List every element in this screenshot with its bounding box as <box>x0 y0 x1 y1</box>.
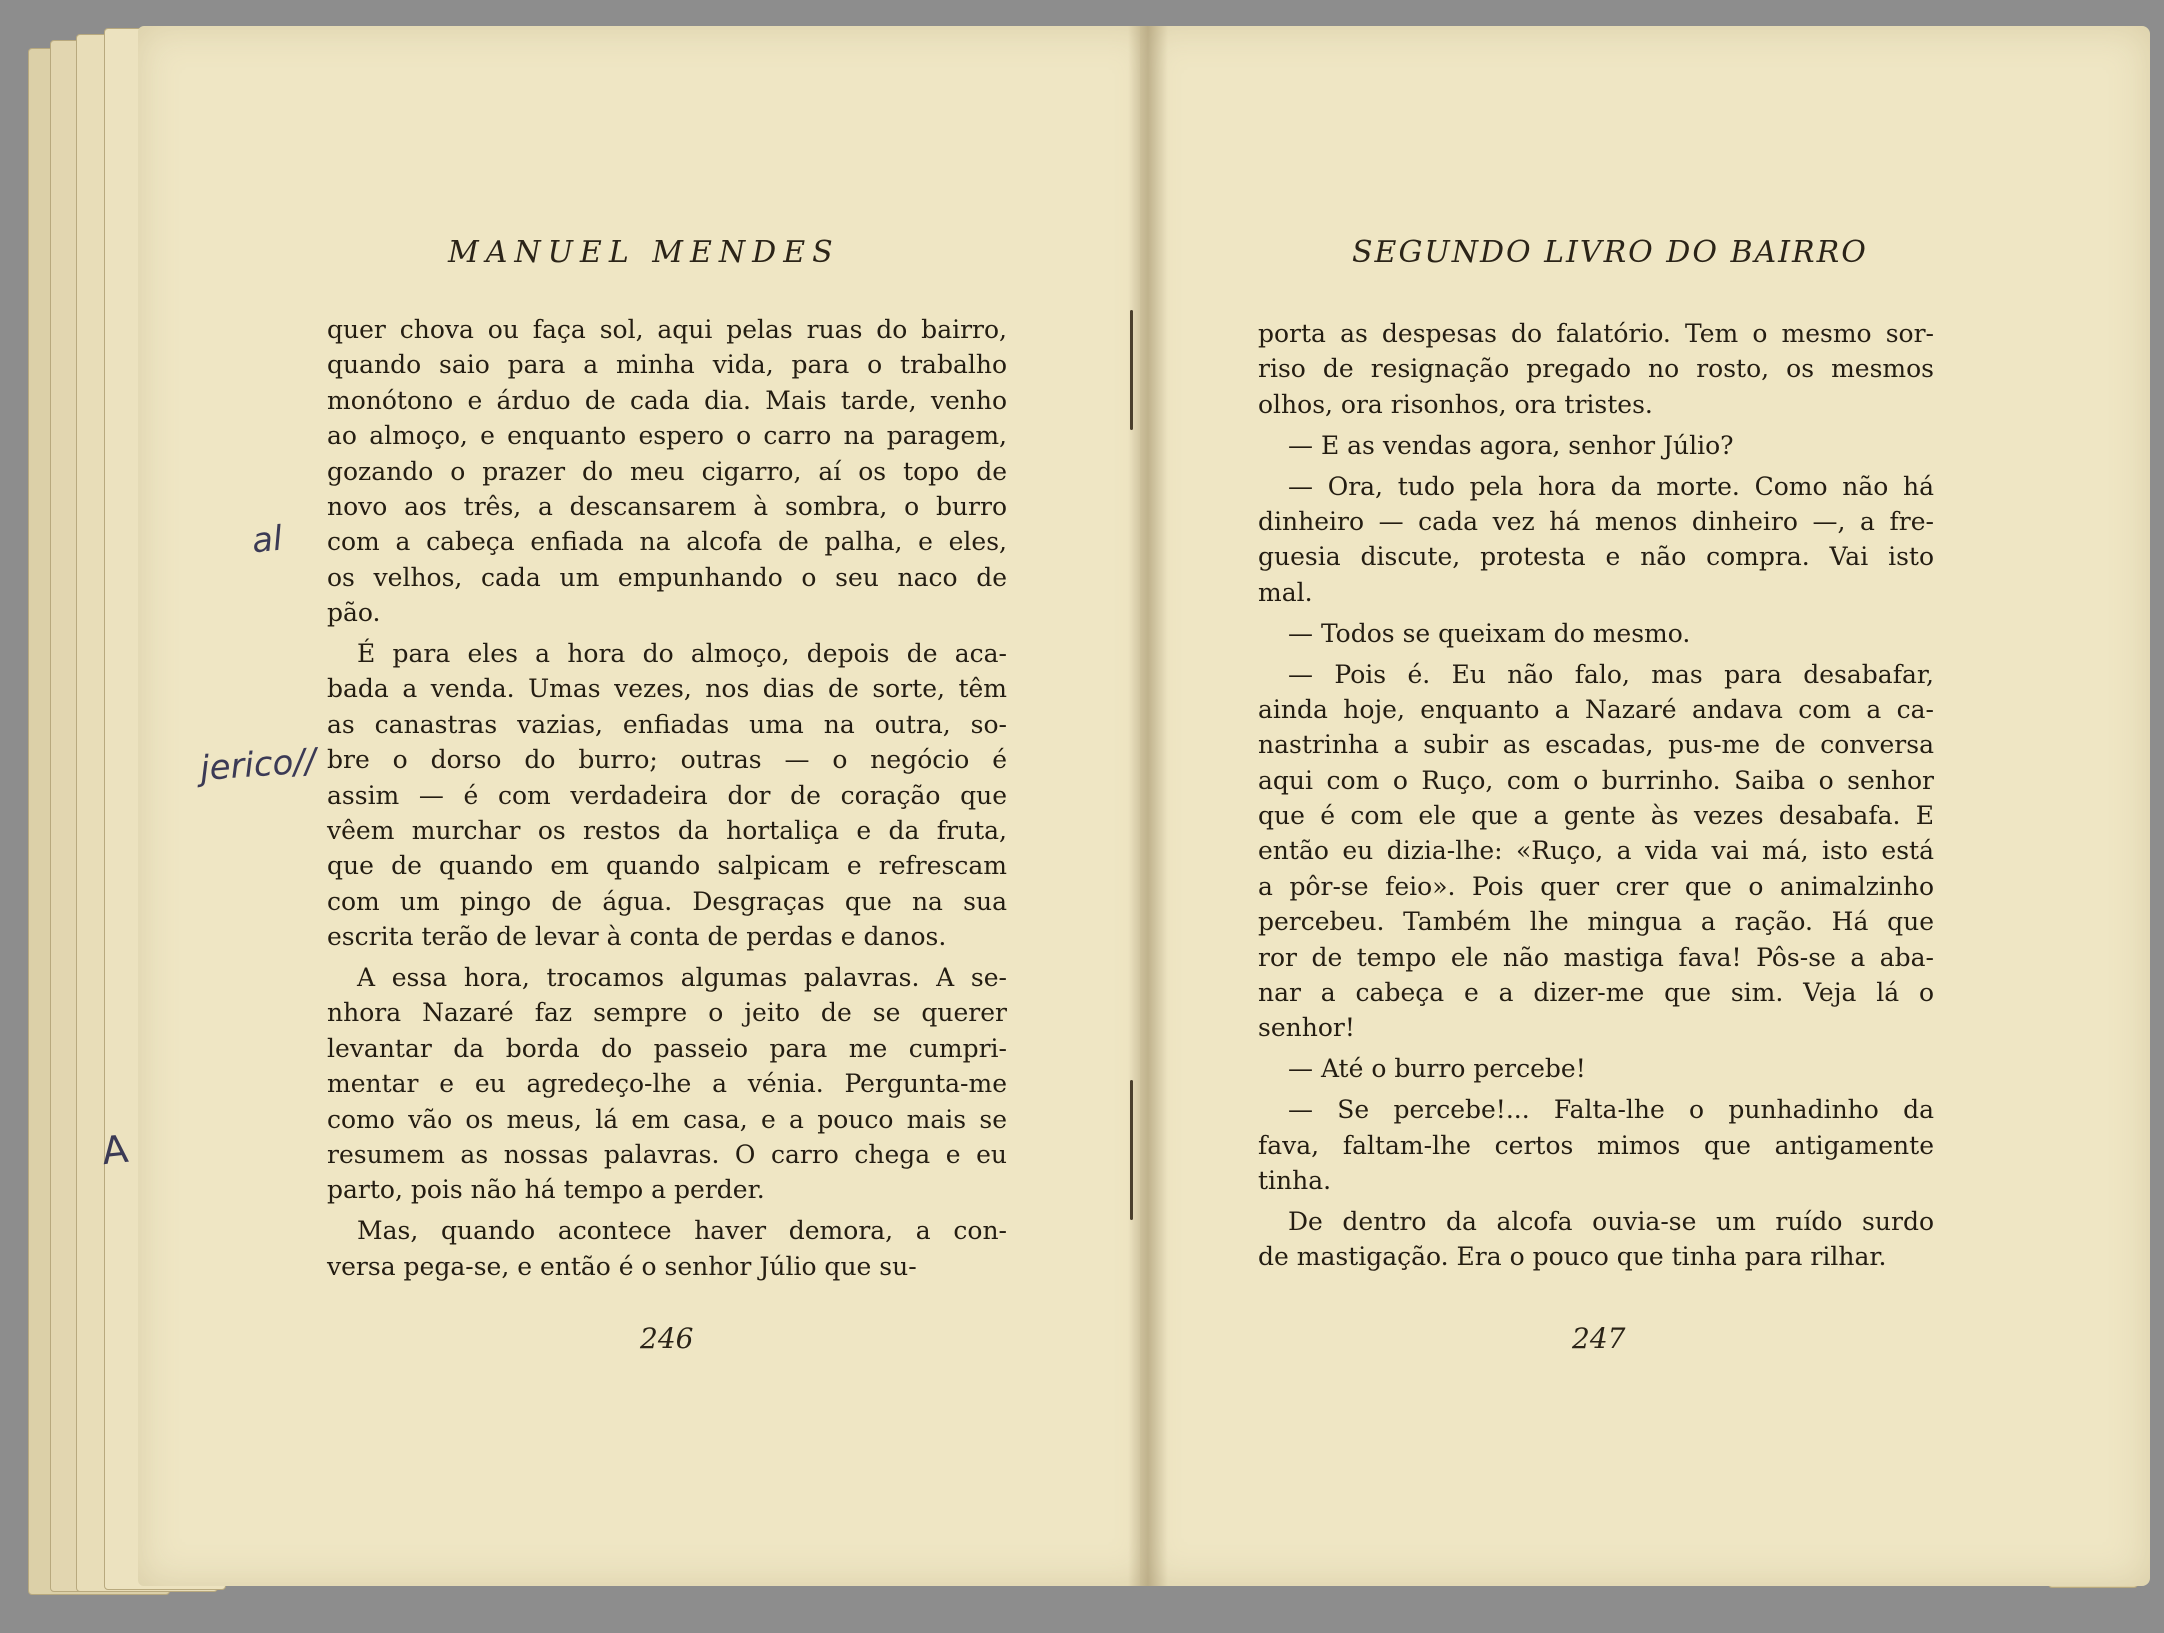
text-line: — Até o burro percebe! <box>1288 1054 1586 1084</box>
paragraph <box>1258 1051 1934 1086</box>
paragraph <box>1258 1092 1934 1198</box>
book-gutter <box>1128 26 1168 1586</box>
text-line: vêem murchar os restos da hortaliça e da fruta, <box>327 815 1007 845</box>
left-running-header: MANUEL MENDES <box>448 235 840 270</box>
paragraph <box>1258 469 1934 611</box>
left-page-body <box>327 312 1007 1290</box>
text-line: fava, faltam-lhe certos mimos que antigamente <box>1258 1130 1934 1160</box>
text-line: senhor! <box>1258 1013 1355 1043</box>
text-line: guesia discute, protesta e não compra. Vai isto <box>1258 542 1934 572</box>
text-line: ainda hoje, enquanto a Nazaré andava com a ca- <box>1258 694 1934 724</box>
text-line: Mas, quando acontece haver demora, a con- <box>357 1216 1007 1246</box>
text-line: com um pingo de água. Desgraças que na sua <box>327 886 1007 916</box>
text-line: gozando o prazer do meu cigarro, aí os topo de <box>327 456 1007 486</box>
paragraph <box>1258 657 1934 1046</box>
text-line: que de quando em quando salpicam e refrescam <box>327 851 1007 881</box>
text-line: nastrinha a subir as escadas, pus-me de conversa <box>1258 730 1934 760</box>
text-line: escrita terão de levar à conta de perdas e danos. <box>327 922 947 952</box>
margin-note: jerico// <box>198 740 318 790</box>
text-line: pão. <box>327 598 381 628</box>
text-line: mentar e eu agredeço-lhe a vénia. Pergunta-me <box>327 1069 1007 1099</box>
text-line: dinheiro — cada vez há menos dinheiro —, a fre- <box>1258 506 1934 536</box>
text-line: bada a venda. Umas vezes, nos dias de sorte, têm <box>327 674 1007 704</box>
text-line: aqui com o Ruço, com o burrinho. Saiba o senhor <box>1258 765 1934 795</box>
text-line: versa pega-se, e então é o senhor Júlio que su- <box>327 1251 917 1281</box>
paragraph <box>1258 316 1934 422</box>
text-line: a pôr-se feio». Pois quer crer que o animalzinho <box>1258 871 1934 901</box>
text-line: É para eles a hora do almoço, depois de aca- <box>357 639 1007 669</box>
left-page-number: 246 <box>640 1322 694 1355</box>
text-line: que é com ele que a gente às vezes desabafa. E <box>1258 801 1934 831</box>
paragraph <box>1258 1204 1934 1275</box>
text-line: De dentro da alcofa ouvia-se um ruído surdo <box>1288 1206 1934 1236</box>
text-line: parto, pois não há tempo a perder. <box>327 1175 765 1205</box>
text-line: — Todos se queixam do mesmo. <box>1288 618 1691 648</box>
paragraph <box>1258 616 1934 651</box>
paragraph <box>1258 428 1934 463</box>
text-line: novo aos três, a descansarem à sombra, o burro <box>327 491 1007 521</box>
text-line: porta as despesas do falatório. Tem o mesmo sor- <box>1258 319 1934 348</box>
margin-note: al <box>249 518 285 562</box>
text-line: ror de tempo ele não mastiga fava! Pôs-se a aba- <box>1258 942 1934 972</box>
paragraph <box>327 960 1007 1208</box>
text-line: — Se percebe!... Falta-lhe o punhadinho da <box>1288 1095 1934 1125</box>
text-line: ao almoço, e enquanto espero o carro na paragem, <box>327 421 1007 451</box>
text-line: — Ora, tudo pela hora da morte. Como não há <box>1288 471 1934 501</box>
text-line: levantar da borda do passeio para me cumpri- <box>327 1033 1007 1063</box>
text-line: então eu dizia-lhe: «Ruço, a vida vai má, isto está <box>1258 836 1934 866</box>
text-line: mal. <box>1258 577 1313 607</box>
right-page-body <box>1258 316 1934 1280</box>
text-line: os velhos, cada um empunhando o seu naco de <box>327 562 1007 592</box>
text-line: resumem as nossas palavras. O carro chega e eu <box>327 1139 1007 1169</box>
paragraph <box>327 312 1007 631</box>
text-line: quando saio para a minha vida, para o trabalho <box>327 350 1007 380</box>
text-line: nar a cabeça e a dizer-me que sim. Veja lá o <box>1258 978 1934 1008</box>
text-line: de mastigação. Era o pouco que tinha para rilhar. <box>1258 1242 1887 1272</box>
margin-note: A <box>99 1126 131 1174</box>
text-line: tinha. <box>1258 1165 1332 1195</box>
paragraph <box>327 1213 1007 1284</box>
text-line: riso de resignação pregado no rosto, os mesmos <box>1258 354 1934 384</box>
text-line: A essa hora, trocamos algumas palavras. A se- <box>357 963 1007 993</box>
text-line: nhora Nazaré faz sempre o jeito de se querer <box>327 998 1007 1028</box>
text-line: como vão os meus, lá em casa, e a pouco mais se <box>327 1104 1007 1134</box>
text-line: com a cabeça enfiada na alcofa de palha, e eles, <box>327 527 1007 557</box>
binding-thread <box>1130 1080 1133 1220</box>
text-line: — E as vendas agora, senhor Júlio? <box>1288 430 1734 460</box>
text-line: as canastras vazias, enfiadas uma na outra, so- <box>327 709 1007 739</box>
text-line: monótono e árduo de cada dia. Mais tarde, venho <box>327 385 1007 415</box>
text-line: — Pois é. Eu não falo, mas para desabafar, <box>1288 659 1934 689</box>
text-line: assim — é com verdadeira dor de coração que <box>327 780 1007 810</box>
right-running-header: SEGUNDO LIVRO DO BAIRRO <box>1352 235 1868 270</box>
text-line: percebeu. Também lhe mingua a ração. Há que <box>1258 907 1934 937</box>
binding-thread <box>1130 310 1133 430</box>
right-page-number: 247 <box>1572 1322 1626 1355</box>
text-line: quer chova ou faça sol, aqui pelas ruas do bairro, <box>327 315 1007 344</box>
text-line: olhos, ora risonhos, ora tristes. <box>1258 389 1653 419</box>
text-line: bre o dorso do burro; outras — o negócio é <box>327 745 1007 775</box>
paragraph <box>327 636 1007 955</box>
